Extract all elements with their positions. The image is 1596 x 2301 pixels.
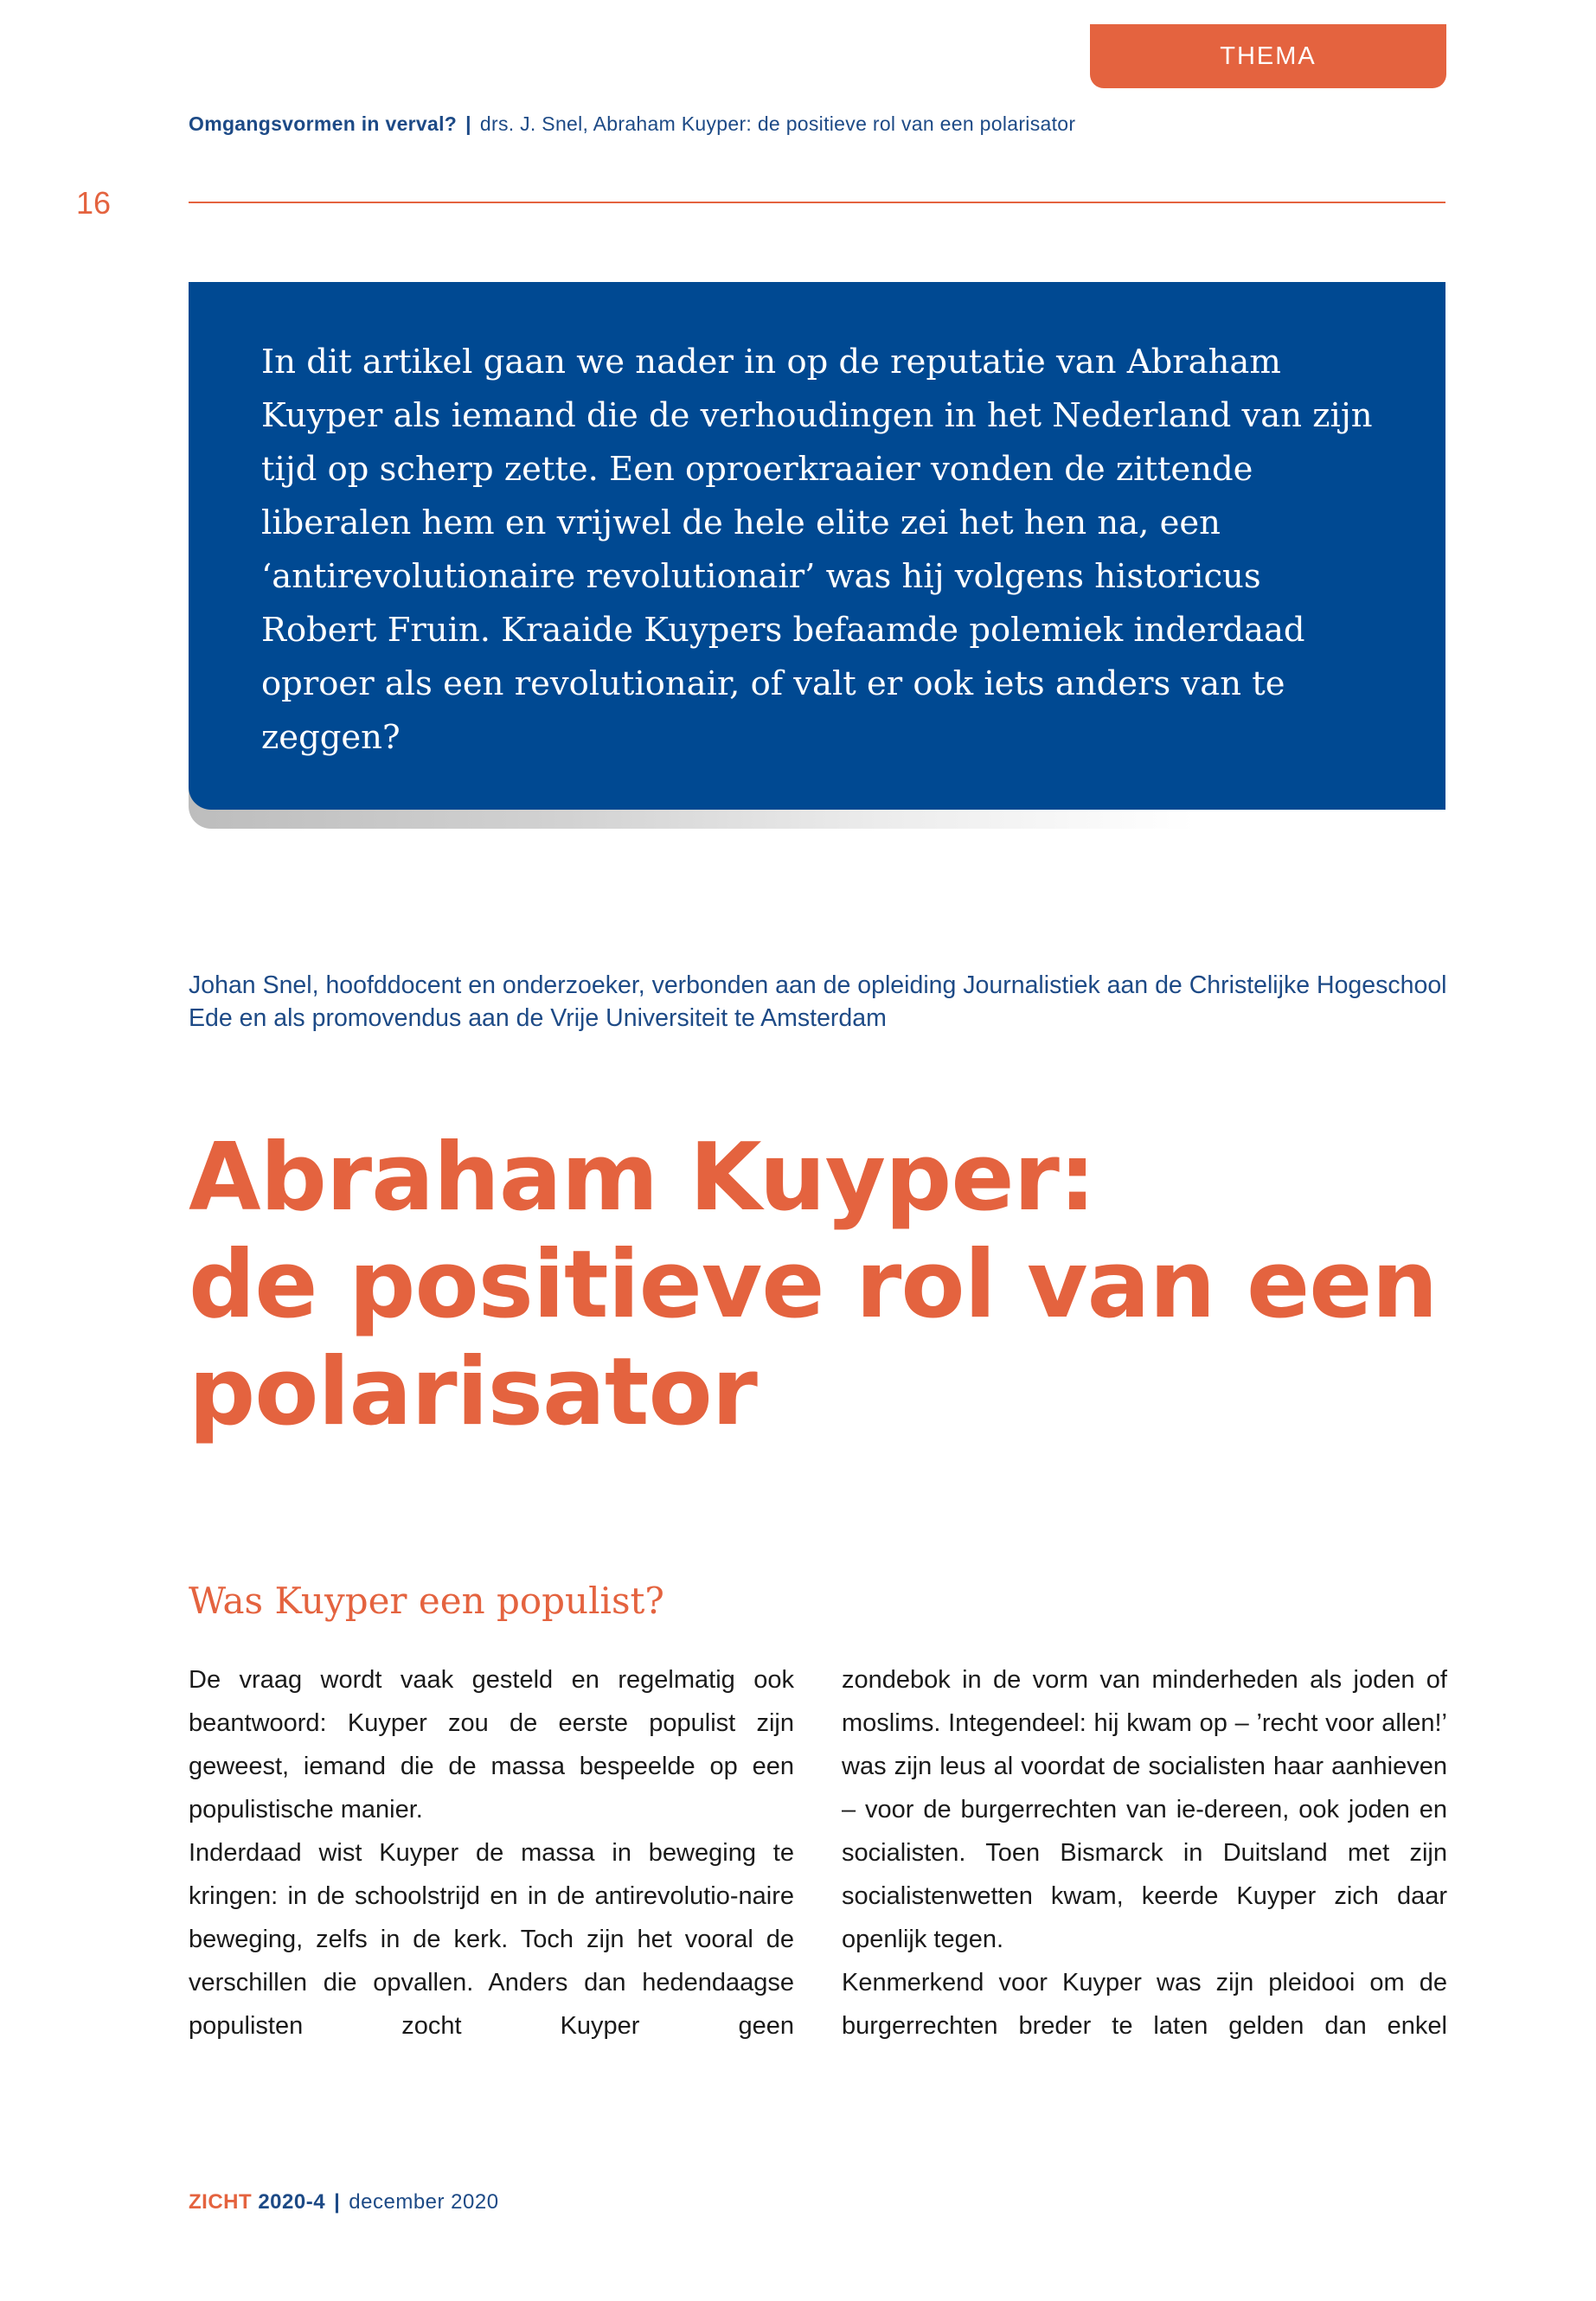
running-head-section: Omgangsvormen in verval? xyxy=(189,112,458,135)
footer xyxy=(189,2190,499,2214)
footer-date: december 2020 xyxy=(349,2190,499,2214)
running-head-article: drs. J. Snel, Abraham Kuyper: de positieve rol van een polarisator xyxy=(479,112,1076,135)
running-head xyxy=(189,112,1075,136)
thema-label: THEMA xyxy=(1220,42,1317,70)
title-line-2: de positieve rol van een xyxy=(189,1231,1438,1339)
thema-tab xyxy=(1090,24,1446,88)
footer-issue: 2020-4 xyxy=(258,2190,326,2214)
body-column-left xyxy=(189,1658,794,2048)
body-paragraph: zondebok in de vorm van minderheden als joden of moslims. Integendeel: hij kwam op – ’recht voor allen!’ was zijn leus al voordat de socialisten haar aanhieven – voor de burgerrechten van ie-dereen, ook joden en socialisten. Toen Bismarck in Duitsland met zijn socialistenwetten kwam, keerde Kuyper zich daar openlijk tegen. xyxy=(842,1666,1447,1953)
title-line-1: Abraham Kuyper: xyxy=(189,1124,1096,1232)
article-title xyxy=(189,1125,1452,1446)
section-subheading: Was Kuyper een populist? xyxy=(189,1580,664,1622)
page-number: 16 xyxy=(76,185,112,221)
body-paragraph: De vraag wordt vaak gesteld en regelmatig ook beantwoord: Kuyper zou de eerste populist zijn geweest, iemand die de massa bespeelde op een populistische manier. xyxy=(189,1666,794,1823)
footer-separator: | xyxy=(334,2190,341,2214)
body-column-right xyxy=(842,1658,1447,2048)
body-paragraph: Inderdaad wist Kuyper de massa in beweging te kringen: in de schoolstrijd en in de antirevolutio-naire beweging, zelfs in de kerk. Toch zijn het vooral de verschillen die opvallen. Anders dan hedendaagse populisten zocht Kuyper geen xyxy=(189,1839,794,2040)
author-byline: Johan Snel, hoofddocent en onderzoeker, verbonden aan de opleiding Journalistiek aan de Christelijke Hogeschool Ede en als promovendus aan de Vrije Universiteit te Amsterdam xyxy=(189,971,1447,1032)
header-divider xyxy=(189,202,1445,203)
body-paragraph: Kenmerkend voor Kuyper was zijn pleidooi om de burgerrechten breder te laten gelden dan enkel xyxy=(842,1969,1447,2040)
intro-text: In dit artikel gaan we nader in op de reputatie van Abraham Kuyper als iemand die de verhoudingen in het Nederland van zijn tijd op scherp zette. Een oproerkraaier vonden de zittende liberalen hem en vrijwel de hele elite zei het hen na, een ‘antirevolutionaire revolutionair’ was hij volgens historicus Robert Fruin. Kraaide Kuypers befaamde polemiek inderdaad oproer als een revolutionair, of valt er ook iets anders van te zeggen? xyxy=(261,343,1373,757)
intro-box xyxy=(189,282,1445,810)
footer-magazine: ZICHT xyxy=(189,2190,253,2214)
title-line-3: polarisator xyxy=(189,1338,757,1446)
running-head-separator: | xyxy=(465,112,471,135)
